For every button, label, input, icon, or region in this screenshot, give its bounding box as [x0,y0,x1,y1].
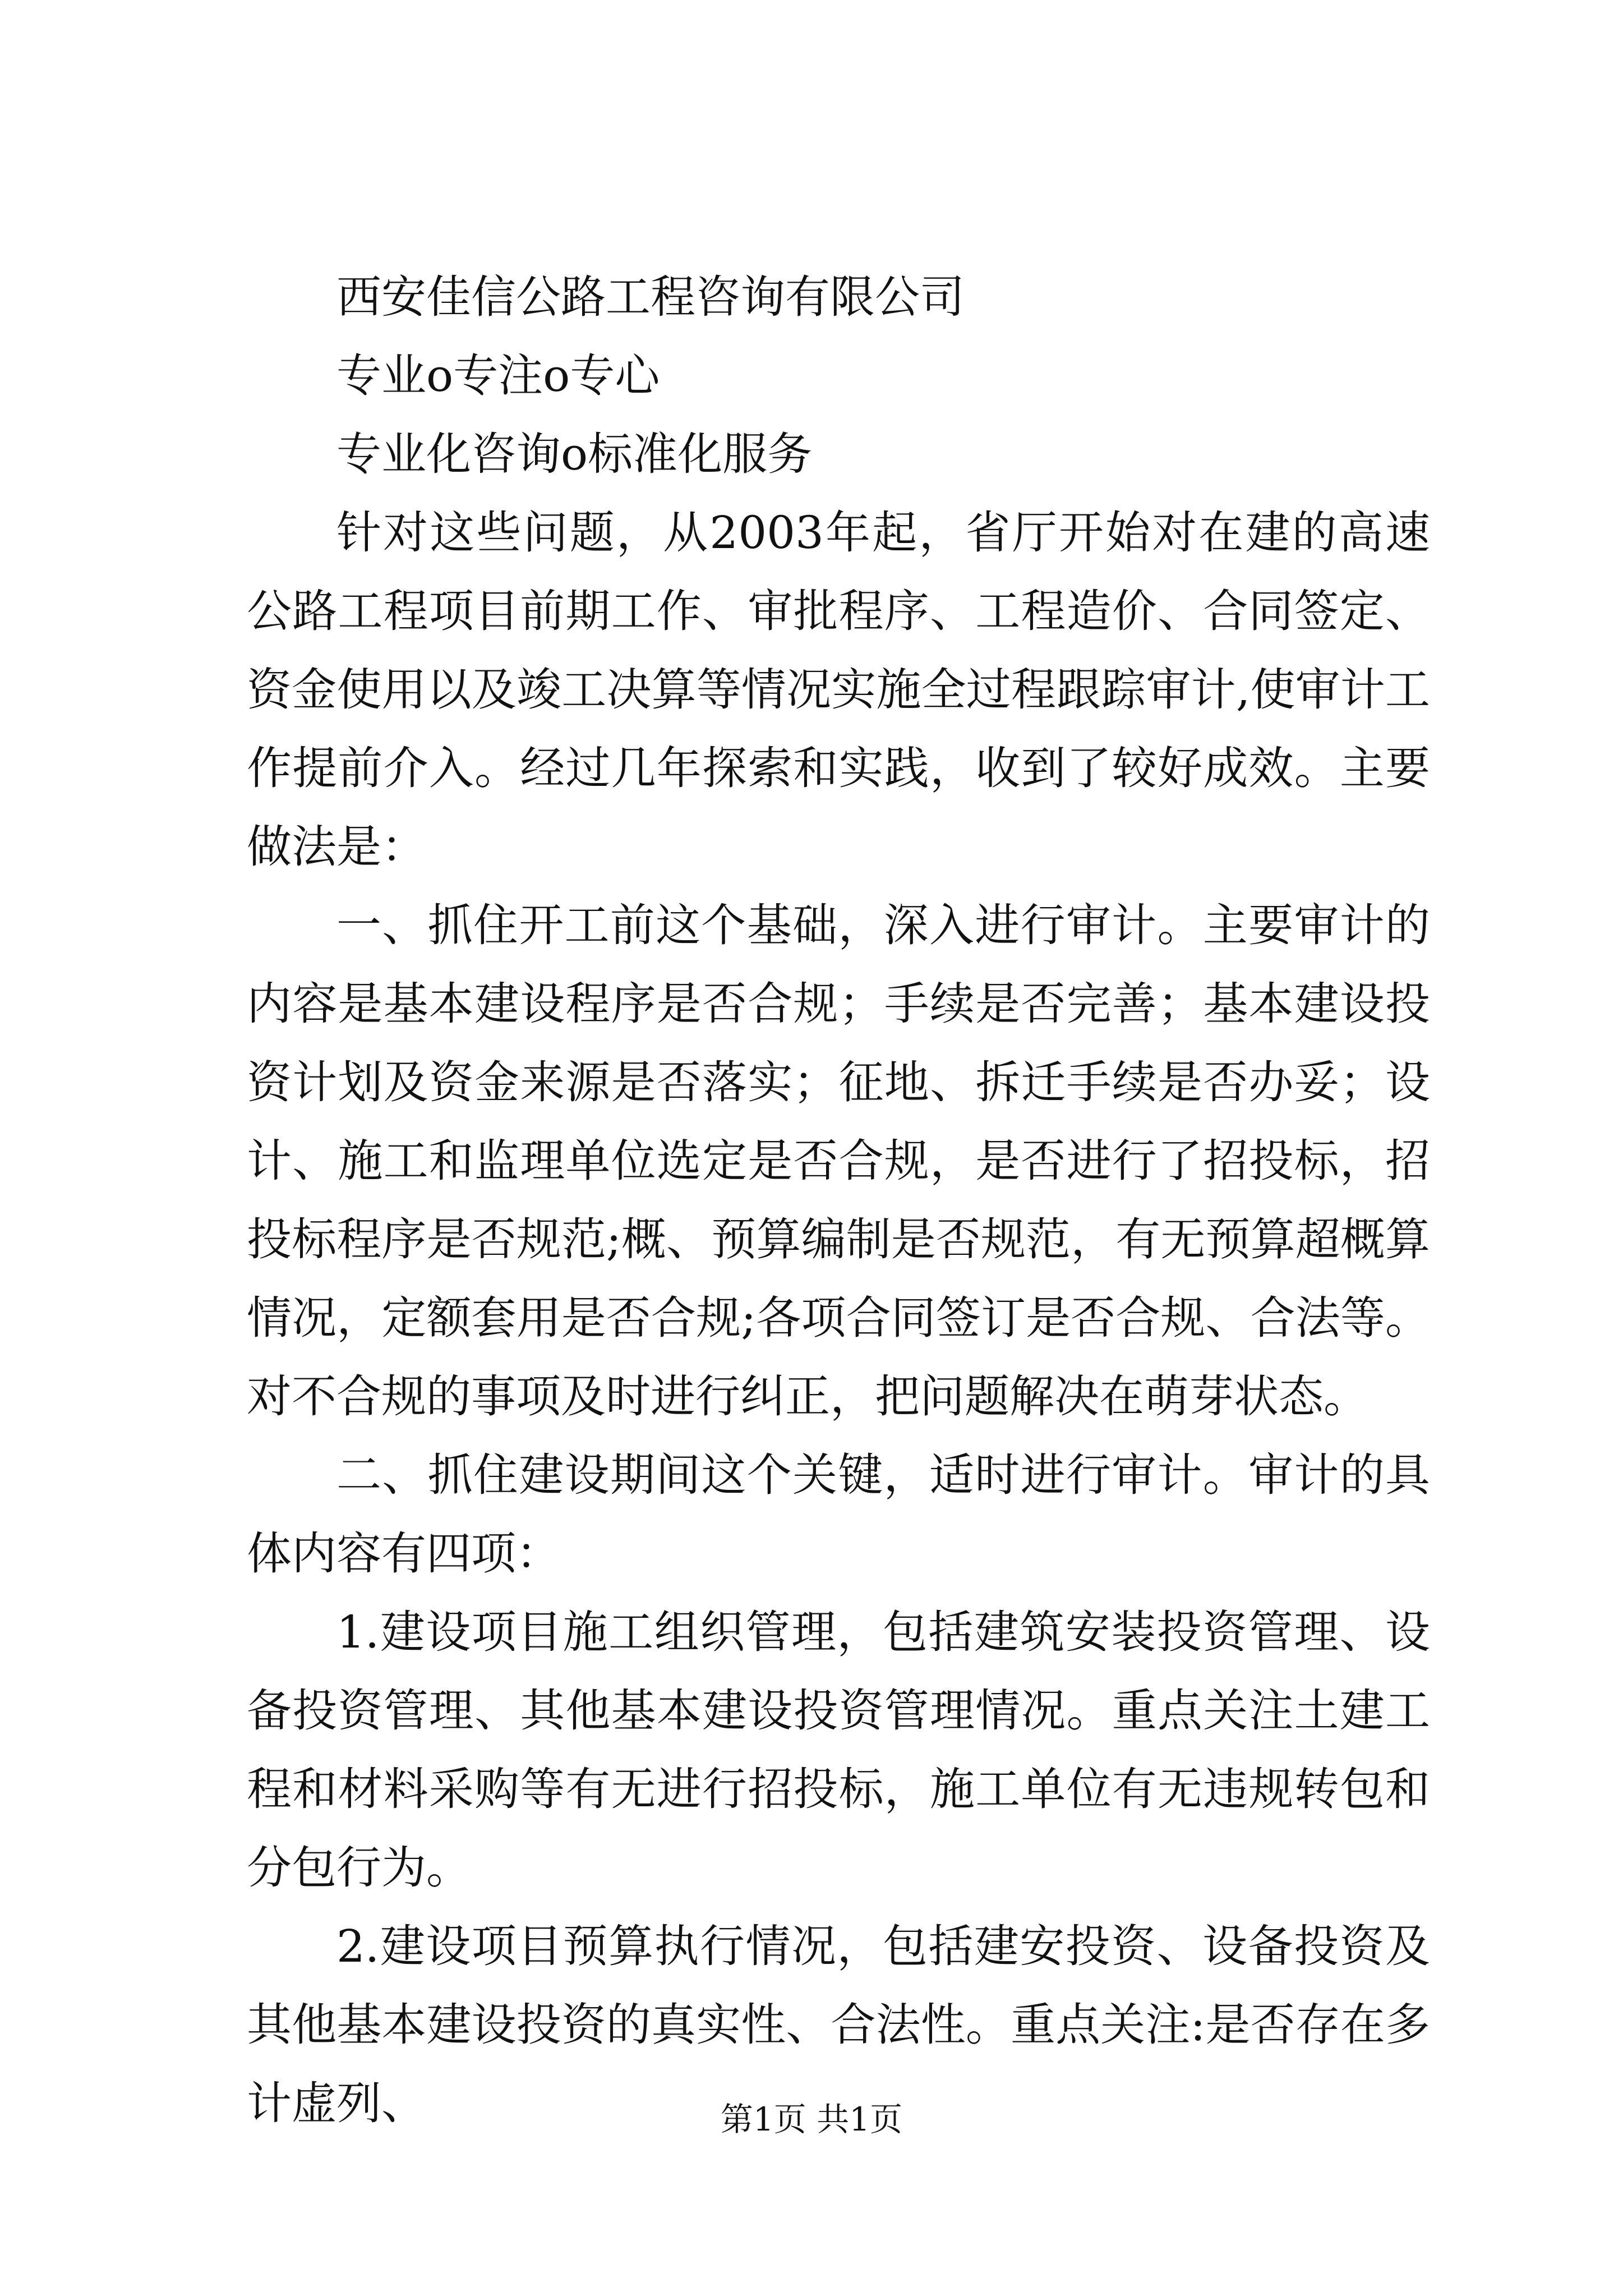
paragraph-pre-construction-audit: 一、抓住开工前这个基础，深入进行审计。主要审计的内容是基本建设程序是否合规；手续是否完善；基本建设投资计划及资金来源是否落实；征地、拆迁手续是否办妥；设计、施工和监理单位选定是否合规，是否进行了招投标，招投标程序是否规范;概、预算编制是否规范，有无预算超概算情况，定额套用是否合规;各项合同签订是否合规、合法等。对不合规的事项及时进行纠正，把问题解决在萌芽状态。 [247,899,1430,1423]
paragraph-intro: 针对这些问题，从2003年起，省厅开始对在建的高速公路工程项目前期工作、审批程序、工程造价、合同签定、资金使用以及竣工决算等情况实施全过程跟踪审计,使审计工作提前介入。经过几年探索和实践，收到了较好成效。主要做法是： [247,507,1430,873]
company-service-slogan: 专业化咨询o标准化服务 [336,428,813,480]
company-slogan: 专业o专注o专心 [336,349,660,402]
paragraph-item-1: 1.建设项目施工组织管理，包括建筑安装投资管理、设备投资管理、其他基本建设投资管理情况。重点关注土建工程和材料采购等有无进行招投标，施工单位有无违规转包和分包行为。 [247,1606,1430,1894]
company-name: 西安佳信公路工程咨询有限公司 [336,271,965,323]
paragraph-item-2: 2.建设项目预算执行情况，包括建安投资、设备投资及其他基本建设投资的真实性、合法性。重点关注:是否存在多计虚列、 [247,1920,1430,2129]
document-body [247,258,1430,2143]
page-footer: 第1页 共1页 [720,2100,903,2138]
paragraph-construction-period-audit: 二、抓住建设期间这个关键，适时进行审计。审计的具体内容有四项： [247,1449,1430,1580]
